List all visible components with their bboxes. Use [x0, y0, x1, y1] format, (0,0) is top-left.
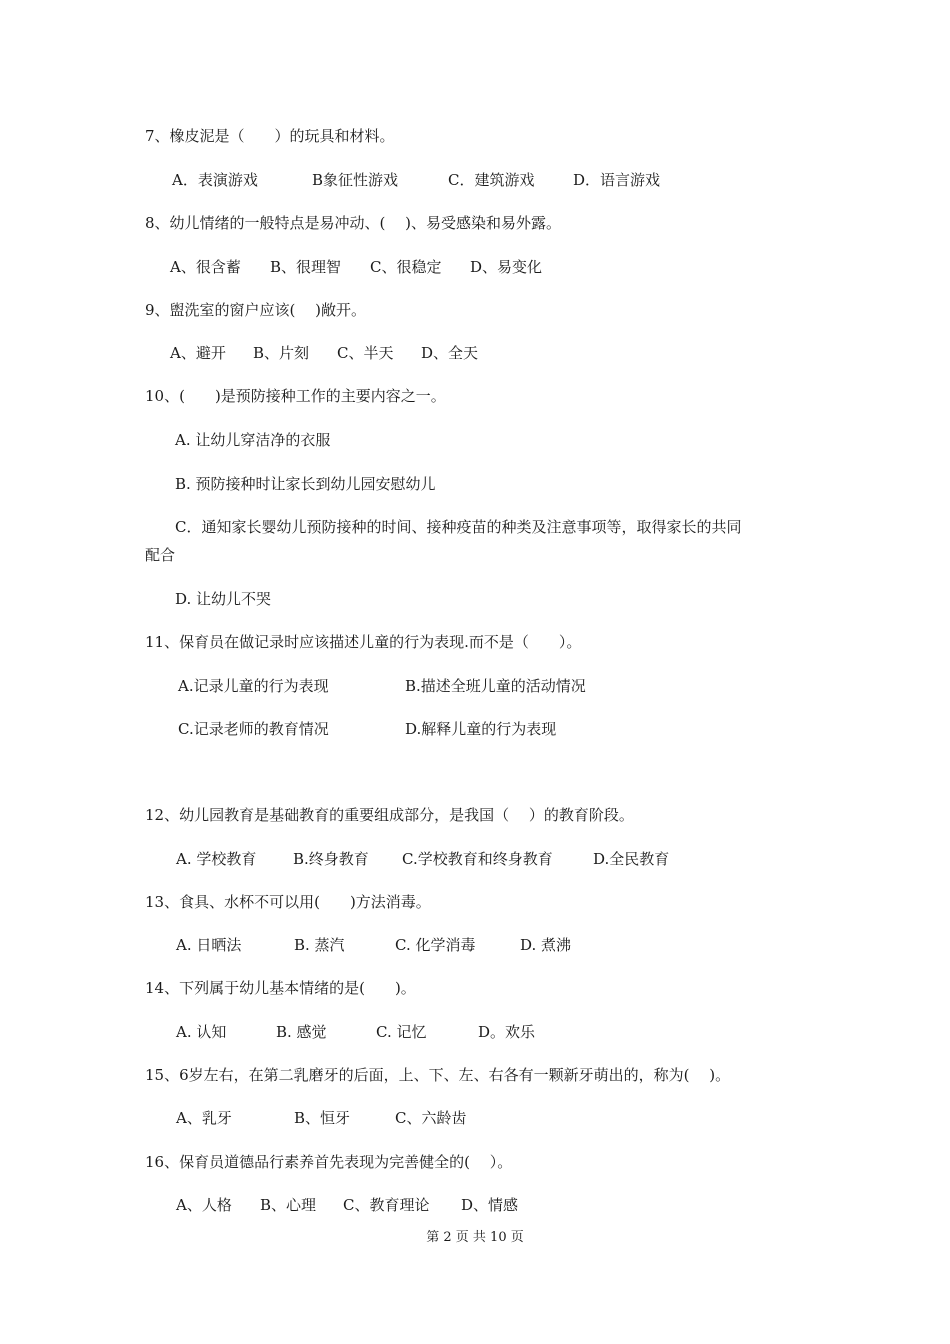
question-15-option-a: A、乳牙 [176, 1109, 232, 1127]
question-9-option-c: C、半天 [337, 344, 394, 362]
question-12-option-a: A. 学校教育 [176, 850, 257, 868]
question-14-option-d: D。欢乐 [478, 1023, 536, 1041]
question-8-option-d: D、易变化 [470, 258, 543, 276]
question-11-option-b: B.描述全班儿童的活动情况 [405, 677, 586, 695]
question-7-option-b: B象征性游戏 [312, 171, 399, 189]
question-12-stem: 12、幼儿园教育是基础教育的重要组成部分，是我国（ ）的教育阶段。 [145, 806, 634, 824]
question-15-stem: 15、6岁左右，在第二乳磨牙的后面，上、下、左、右各有一颗新牙萌出的，称为( )。 [145, 1066, 731, 1084]
question-8-stem: 8、幼儿情绪的一般特点是易冲动、( )、易受感染和易外露。 [145, 214, 562, 232]
question-13-option-d: D. 煮沸 [520, 936, 572, 954]
question-8-option-b: B、很理智 [270, 258, 342, 276]
question-13-option-b: B. 蒸汽 [294, 936, 345, 954]
question-14-option-b: B. 感觉 [276, 1023, 327, 1041]
question-10-stem: 10、( )是预防接种工作的主要内容之一。 [145, 387, 446, 405]
question-8-option-a: A、很含蓄 [170, 258, 241, 276]
question-9-stem: 9、盥洗室的窗户应该( )敞开。 [145, 301, 367, 319]
question-7-option-a: A．表演游戏 [172, 171, 258, 189]
question-12-option-c: C.学校教育和终身教育 [402, 850, 553, 868]
question-12-option-d: D.全民教育 [593, 850, 670, 868]
question-7-option-c: C．建筑游戏 [448, 171, 535, 189]
question-10-option-b: B. 预防接种时让家长到幼儿园安慰幼儿 [175, 475, 436, 493]
question-16-option-c: C、教育理论 [343, 1196, 430, 1214]
question-8-option-c: C、很稳定 [370, 258, 442, 276]
question-15-option-c: C、六龄齿 [395, 1109, 467, 1127]
question-14-stem: 14、下列属于幼儿基本情绪的是( )。 [145, 979, 416, 997]
question-14-option-c: C. 记忆 [376, 1023, 427, 1041]
question-16-option-b: B、心理 [260, 1196, 317, 1214]
question-12-option-b: B.终身教育 [293, 850, 369, 868]
question-15-option-b: B、恒牙 [294, 1109, 351, 1127]
question-7-stem: 7、橡皮泥是（ ）的玩具和材料。 [145, 127, 395, 145]
question-13-stem: 13、食具、水杯不可以用( )方法消毒。 [145, 893, 431, 911]
question-11-stem: 11、保育员在做记录时应该描述儿童的行为表现.而不是（ ）。 [145, 633, 582, 651]
question-16-stem: 16、保育员道德品行素养首先表现为完善健全的( ）。 [145, 1153, 513, 1171]
question-10-option-a: A. 让幼儿穿洁净的衣服 [175, 431, 331, 449]
question-14-option-a: A. 认知 [176, 1023, 227, 1041]
question-10-option-c-continuation: 配合 [145, 546, 176, 564]
question-7-option-d: D．语言游戏 [573, 171, 661, 189]
question-10-option-c: C．通知家长婴幼儿预防接种的时间、接种疫苗的种类及注意事项等，取得家长的共同 [175, 518, 742, 536]
question-13-option-a: A. 日晒法 [176, 936, 242, 954]
question-9-option-d: D、全天 [421, 344, 479, 362]
question-11-option-c: C.记录老师的教育情况 [178, 720, 329, 738]
question-13-option-c: C. 化学消毒 [395, 936, 476, 954]
question-10-option-d: D. 让幼儿不哭 [175, 590, 272, 608]
question-11-option-d: D.解释儿童的行为表现 [405, 720, 557, 738]
page-number-footer: 第 2 页 共 10 页 [426, 1230, 524, 1245]
question-11-option-a: A.记录儿童的行为表现 [178, 677, 329, 695]
question-9-option-b: B、片刻 [253, 344, 310, 362]
question-16-option-d: D、情感 [461, 1196, 519, 1214]
question-16-option-a: A、人格 [176, 1196, 232, 1214]
question-9-option-a: A、避开 [170, 344, 226, 362]
